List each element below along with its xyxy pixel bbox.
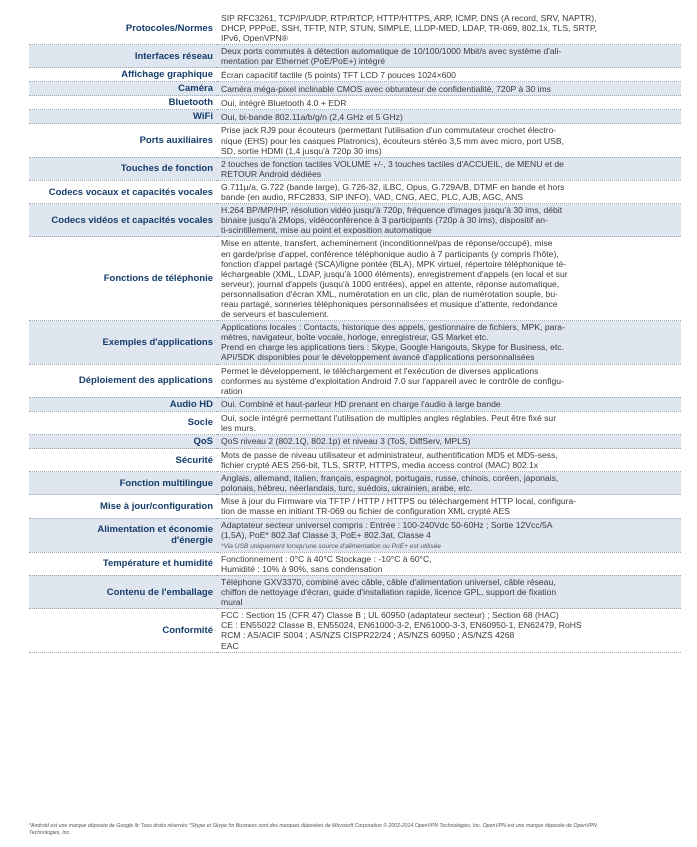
- spec-label-line: Température et humidité: [102, 558, 213, 570]
- spec-value: [217, 110, 681, 124]
- spec-row: [29, 82, 681, 96]
- spec-value-line: Mise en attente, transfert, acheminement (inconditionnel/pas de réponse/occupé), mise: [221, 238, 553, 249]
- spec-label-line: Caméra: [178, 83, 213, 95]
- spec-value-line: mentation par Ethernet (PoE/PoE+) intégré: [221, 56, 386, 67]
- spec-value-line: Prend en charge les applications tiers : Skype, Google Hangouts, Skype for Business, etc.: [221, 342, 564, 353]
- spec-value-line: Téléphone GXV3370, combiné avec câble, câble d'alimentation universel, câble réseau,: [221, 576, 556, 587]
- spec-value-line: Écran capacitif tactile (5 points) TFT LCD 7 pouces 1024×600: [221, 69, 456, 80]
- spec-value: [217, 472, 681, 495]
- spec-label: [29, 552, 217, 575]
- spec-value-line: Applications locales : Contacts, historique des appels, gestionnaire de fichiers, MPK, para-: [221, 322, 565, 333]
- spec-label-line: Conformité: [162, 624, 213, 636]
- spec-value-line: reau partagé, sonneries téléphoniques personnalisées et musique d'attente, redondance: [221, 298, 558, 309]
- spec-value-line: fichier crypté AES 256-bit, TLS, SRTP, HTTPS, media access control (MAC) 802.1x: [221, 460, 539, 471]
- spec-value-line: QoS niveau 2 (802.1Q, 802.1p) et niveau 3 (ToS, DiffServ, MPLS): [221, 436, 471, 447]
- spec-value-line: CE : EN55022 Classe B, EN55024, EN61000-3-2, EN61000-3-3, EN60950-1, EN62479, RoHS: [221, 620, 582, 631]
- spec-label: [29, 237, 217, 321]
- spec-value: [217, 68, 681, 82]
- spec-value-line: Prise jack RJ9 pour écouteurs (permettant l'utilisation d'un commutateur crochet électro-: [221, 125, 557, 136]
- spec-value-line: (1,5A), PoE* 802.3af Classe 3, PoE+ 802.3at, Classe 4: [221, 529, 431, 540]
- spec-label: [29, 575, 217, 608]
- spec-value-line: tion de masse en initiant TR-069 ou fichier de configuration XML crypté AES: [221, 506, 511, 517]
- spec-label: [29, 364, 217, 397]
- spec-footnote: *Via USB uniquement lorsqu'une source d'alimentation ou PoE+ est utilisée: [221, 542, 441, 550]
- spec-value-line: H.264 BP/MP/HP, résolution vidéo jusqu'à 720p, fréquence d'images jusqu'à 30 ims, débit: [221, 205, 563, 216]
- spec-value-line: en garde/prise d'appel, conférence téléphonique audio à 7 participants (y compris l'hôte),: [221, 248, 559, 259]
- spec-label-line: Audio HD: [169, 398, 213, 410]
- spec-row: [29, 96, 681, 110]
- spec-value: [217, 12, 681, 45]
- spec-label-line: QoS: [193, 436, 213, 447]
- spec-label: [29, 110, 217, 124]
- spec-value-line: Caméra méga-pixel inclinable CMOS avec obturateur de confidentialité, 720P à 30 ims: [221, 83, 551, 94]
- spec-value-line: Humidité : 10% à 90%, sans condensation: [221, 563, 383, 574]
- footer-line: *Android est une marque déposée de Google llc Tous droits réservés *Skype et Skype for Business sont des marques déposées de Microsoft Corporation © 2002-2014 OpenVPN Technologies, Inc. OpenVPN est une marque déposée de OpenVPN: [29, 823, 597, 829]
- spec-value: [217, 321, 681, 364]
- spec-label-line: Interfaces réseau: [134, 50, 213, 62]
- spec-label: [29, 82, 217, 96]
- spec-value-line: mètres, navigateur, boîte vocale, horloge, enregistreur, GS Market etc.: [221, 332, 489, 343]
- spec-label-line: Ports auxiliaires: [139, 135, 213, 147]
- spec-value-line: mural: [221, 597, 243, 608]
- specs-table: [29, 12, 681, 653]
- spec-label: [29, 435, 217, 449]
- spec-row: [29, 110, 681, 124]
- spec-label-line: Alimentation et économie: [97, 524, 213, 536]
- spec-value-line: léchargeable (XML, LDAP, jusqu'à 1000 éléments), enregistrement d'appels (en local et sur: [221, 268, 568, 279]
- spec-value-line: les murs.: [221, 422, 256, 433]
- spec-row: [29, 321, 681, 364]
- spec-value-line: Adaptateur secteur universel compris : Entrée : 100-240Vdc 50-60Hz ; Sortie 12Vcc/5A: [221, 519, 553, 530]
- spec-value-line: serveur), journal d'appels (jusqu'à 1000 entrées), appel en attente, réponse automatique,: [221, 278, 560, 289]
- spec-value-line: Oui, socle intégré permettant l'utilisation de multiples angles réglables. Peut être fixé sur: [221, 412, 557, 423]
- spec-value-line: G.711µ/a, G.722 (bande large), G.726-32, iLBC, Opus, G.729A/B, DTMF en bande et hors: [221, 181, 565, 192]
- spec-value-line: SIP RFC3261, TCP/IP/UDP, RTP/RTCP, HTTP/HTTPS, ARP, ICMP, DNS (A record, SRV, NAPTR),: [221, 13, 597, 23]
- spec-value-line: 2 touches de fonction tactiles VOLUME +/-, 3 touches tactiles d'ACCUEIL, de MENU et de: [221, 158, 564, 169]
- spec-value-line: bande (en audio, RFC2833, SIP INFO), VAD, CNG, AEC, PLC, AJB, AGC, ANS: [221, 192, 524, 203]
- spec-label-line: Socle: [187, 417, 213, 429]
- spec-value: [217, 397, 681, 411]
- spec-label: [29, 449, 217, 472]
- spec-value: [217, 124, 681, 157]
- spec-value-line: Permet le développement, le téléchargement et l'exécution de diverses applications: [221, 365, 539, 376]
- spec-label-line: Déploiement des applications: [78, 375, 213, 387]
- spec-value-line: SD, sortie HDMI (1,4 jusqu'à 720p 30 ims): [221, 145, 382, 156]
- spec-row: [29, 411, 681, 434]
- spec-label-line: Protocoles/Normes: [125, 22, 213, 34]
- spec-label-line: Touches de fonction: [120, 163, 213, 175]
- spec-label: [29, 68, 217, 82]
- spec-value: [217, 180, 681, 203]
- spec-value: [217, 157, 681, 180]
- spec-value-line: de serveurs et basculement.: [221, 309, 329, 320]
- spec-value-line: EAC: [221, 640, 239, 651]
- spec-value-line: IPv6, OpenVPN®: [221, 33, 288, 44]
- spec-value-line: Mise à jour du Firmware via TFTP / HTTP / HTTPS ou téléchargement HTTP local, configura-: [221, 496, 577, 507]
- spec-value-line: Oui, bi-bande 802.11a/b/g/n (2,4 GHz et 5 GHz): [221, 111, 403, 122]
- spec-value: [217, 237, 681, 321]
- spec-label: [29, 411, 217, 434]
- spec-value: [217, 96, 681, 110]
- spec-label: [29, 518, 217, 552]
- spec-value-line: ration: [221, 385, 243, 396]
- spec-row: [29, 575, 681, 608]
- spec-label-line: WiFi: [193, 111, 213, 123]
- spec-row: [29, 397, 681, 411]
- spec-label: [29, 157, 217, 180]
- spec-value: [217, 495, 681, 518]
- spec-row: [29, 552, 681, 575]
- spec-value-line: RCM : AS/ACIF S004 ; AS/NZS CISPR22/24 ; AS/NZS 60950 ; AS/NZS 4268: [221, 630, 515, 641]
- spec-value: [217, 435, 681, 449]
- spec-row: [29, 495, 681, 518]
- spec-value-line: FCC : Section 15 (CFR 47) Classe B ; UL 60950 (adaptateur secteur) ; Section 68 (HAC): [221, 610, 559, 621]
- spec-row: [29, 204, 681, 237]
- spec-row: [29, 449, 681, 472]
- spec-label: [29, 321, 217, 364]
- spec-value-line: Mots de passe de niveau utilisateur et administrateur, authentification MD5 et MD5-sess,: [221, 450, 558, 460]
- spec-row: [29, 180, 681, 203]
- spec-label-line: Codecs vidéos et capacités vocales: [51, 214, 213, 226]
- spec-label-line: Fonctions de téléphonie: [103, 273, 213, 285]
- spec-row: [29, 364, 681, 397]
- footer-note: [29, 823, 674, 837]
- spec-label-line: d'énergie: [171, 535, 213, 547]
- spec-value-line: binaire jusqu'à 2Mops, vidéoconférence à 3 participants (720p à 30 ims), dispositif an-: [221, 215, 548, 226]
- spec-value-line: ti-scintillement, mise au point et exposition automatique: [221, 225, 432, 236]
- spec-value: [217, 82, 681, 96]
- spec-label-line: Fonction multilingue: [119, 477, 213, 489]
- spec-value: [217, 552, 681, 575]
- spec-row: [29, 124, 681, 157]
- spec-row: [29, 237, 681, 321]
- spec-row: [29, 45, 681, 68]
- spec-label: [29, 96, 217, 110]
- spec-label-line: Affichage graphique: [121, 69, 213, 81]
- spec-value: [217, 609, 681, 652]
- spec-value-line: Fonctionnement : 0°C à 40°C Stockage : -10°C à 60°C,: [221, 553, 432, 564]
- spec-value: [217, 204, 681, 237]
- spec-row: [29, 157, 681, 180]
- spec-value-line: Oui. Combiné et haut-parleur HD prenant en charge l'audio à large bande: [221, 399, 501, 410]
- spec-value-line: nique (EHS) pour les casques Platronics), écouteurs stéréo 3,5 mm avec micro, port USB,: [221, 135, 564, 146]
- spec-row: [29, 609, 681, 652]
- spec-label: [29, 204, 217, 237]
- spec-value-line: polonais, hébreu, néerlandais, turc, suédois, ukrainien, arabe, etc.: [221, 483, 473, 494]
- spec-value-line: conformes au système d'exploitation Android 7.0 sur l'appareil avec le contrôle de configu-: [221, 375, 564, 386]
- spec-label: [29, 12, 217, 45]
- spec-label: [29, 124, 217, 157]
- spec-row: [29, 12, 681, 45]
- spec-value: [217, 364, 681, 397]
- spec-value-line: fonction d'appel partagé (SCA)/ligne pontée (BLA), MPK virtuel, répertoire téléphonique té-: [221, 258, 567, 269]
- spec-value-line: personnalisation d'écran XML, numérotation en un clic, plan de numérotation souple, bu-: [221, 288, 559, 299]
- spec-label-line: Sécurité: [175, 454, 213, 466]
- spec-value-line: API/SDK disponibles pour le développement avancé d'applications personnalisées: [221, 352, 535, 363]
- spec-row: [29, 68, 681, 82]
- spec-value-line: DHCP, PPPoE, SSH, TFTP, NTP, STUN, SIMPLE, LLDP-MED, LDAP, TR-069, 802.1x, TLS, SRTP,: [221, 23, 597, 34]
- spec-row: [29, 435, 681, 449]
- specs-table-body: [29, 12, 681, 652]
- spec-value: [217, 411, 681, 434]
- spec-label-line: Codecs vocaux et capacités vocales: [48, 186, 213, 198]
- spec-value: [217, 449, 681, 472]
- spec-label: [29, 397, 217, 411]
- spec-label: [29, 180, 217, 203]
- spec-row: [29, 472, 681, 495]
- spec-value-line: chiffon de nettoyage d'écran, guide d'installation rapide, licence GPL, support de fixation: [221, 587, 557, 598]
- spec-value: [217, 575, 681, 608]
- spec-label: [29, 495, 217, 518]
- spec-value-line: Oui, intégré Bluetooth 4.0 + EDR: [221, 97, 347, 108]
- spec-label: [29, 472, 217, 495]
- spec-label-line: Mise à jour/configuration: [100, 500, 213, 512]
- spec-value-line: RETOUR Android dédiées: [221, 168, 322, 179]
- spec-label: [29, 45, 217, 68]
- spec-label-line: Contenu de l'emballage: [106, 586, 213, 598]
- spec-value: [217, 518, 681, 552]
- spec-value-line: Deux ports commutés à détection automatique de 10/100/1000 Mbit/s avec système d'ali-: [221, 46, 562, 57]
- spec-value-line: Anglais, allemand, italien, français, espagnol, portugais, russe, chinois, coréen, japonais,: [221, 473, 559, 484]
- footer-line: Technologies, Inc.: [29, 830, 71, 836]
- spec-label: [29, 609, 217, 652]
- spec-label-line: Bluetooth: [168, 97, 213, 109]
- spec-label-line: Exemples d'applications: [102, 336, 213, 348]
- spec-value: [217, 45, 681, 68]
- spec-row: [29, 518, 681, 552]
